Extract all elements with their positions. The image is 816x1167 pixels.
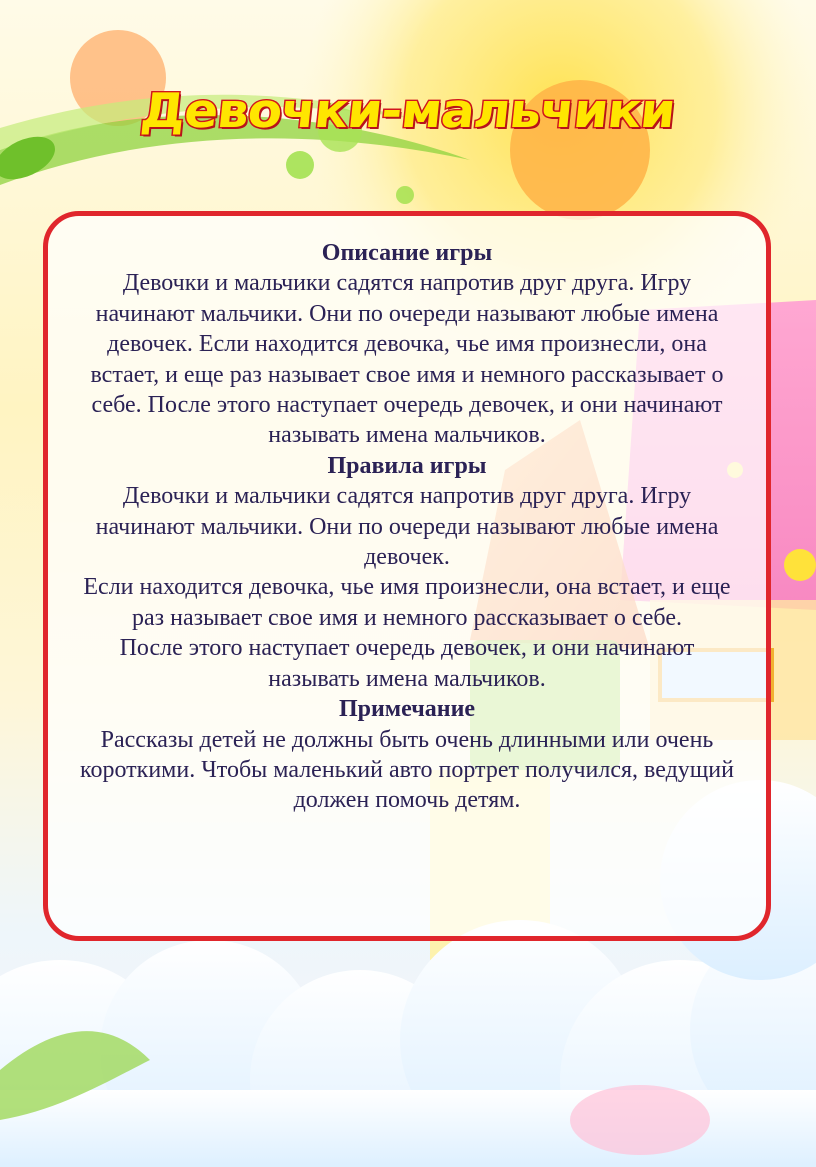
- rules-text-2: Если находится девочка, чье имя произнесли, она встает, и еще раз называет свое имя и немного рассказывает о себе.: [83, 574, 731, 631]
- description-text: Девочки и мальчики садятся напротив друг друга. Игру начинают мальчики. Они по очереди называют любые имена девочек. Если находится девочка, чье имя произнесли, она встает, и еще раз называет свое имя и немного рассказывает о себе. После этого наступает очередь девочек, и они начинают называть имена мальчиков.: [90, 270, 724, 449]
- section-heading-description: Описание игры: [321, 240, 493, 266]
- rules-text-1: Девочки и мальчики садятся напротив друг друга. Игру начинают мальчики. Они по очереди называют любые имена девочек.: [95, 483, 719, 571]
- green-dot: [286, 151, 314, 179]
- yellow-flower: [784, 549, 816, 581]
- section-heading-rules: Правила игры: [327, 452, 487, 479]
- green-dot: [396, 186, 414, 204]
- section-heading-note: Примечание: [338, 696, 476, 723]
- note-text: Рассказы детей не должны быть очень длинными или очень короткими. Чтобы маленький авто портрет получился, ведущий должен помочь детям.: [80, 726, 734, 814]
- title-banner: [0, 78, 816, 148]
- rules-text-3: После этого наступает очередь девочек, и они начинают называть имена мальчиков.: [119, 635, 695, 692]
- content-card: [43, 211, 771, 941]
- pink-bubble: [570, 1085, 710, 1155]
- page-title: Девочки-мальчики: [138, 83, 678, 139]
